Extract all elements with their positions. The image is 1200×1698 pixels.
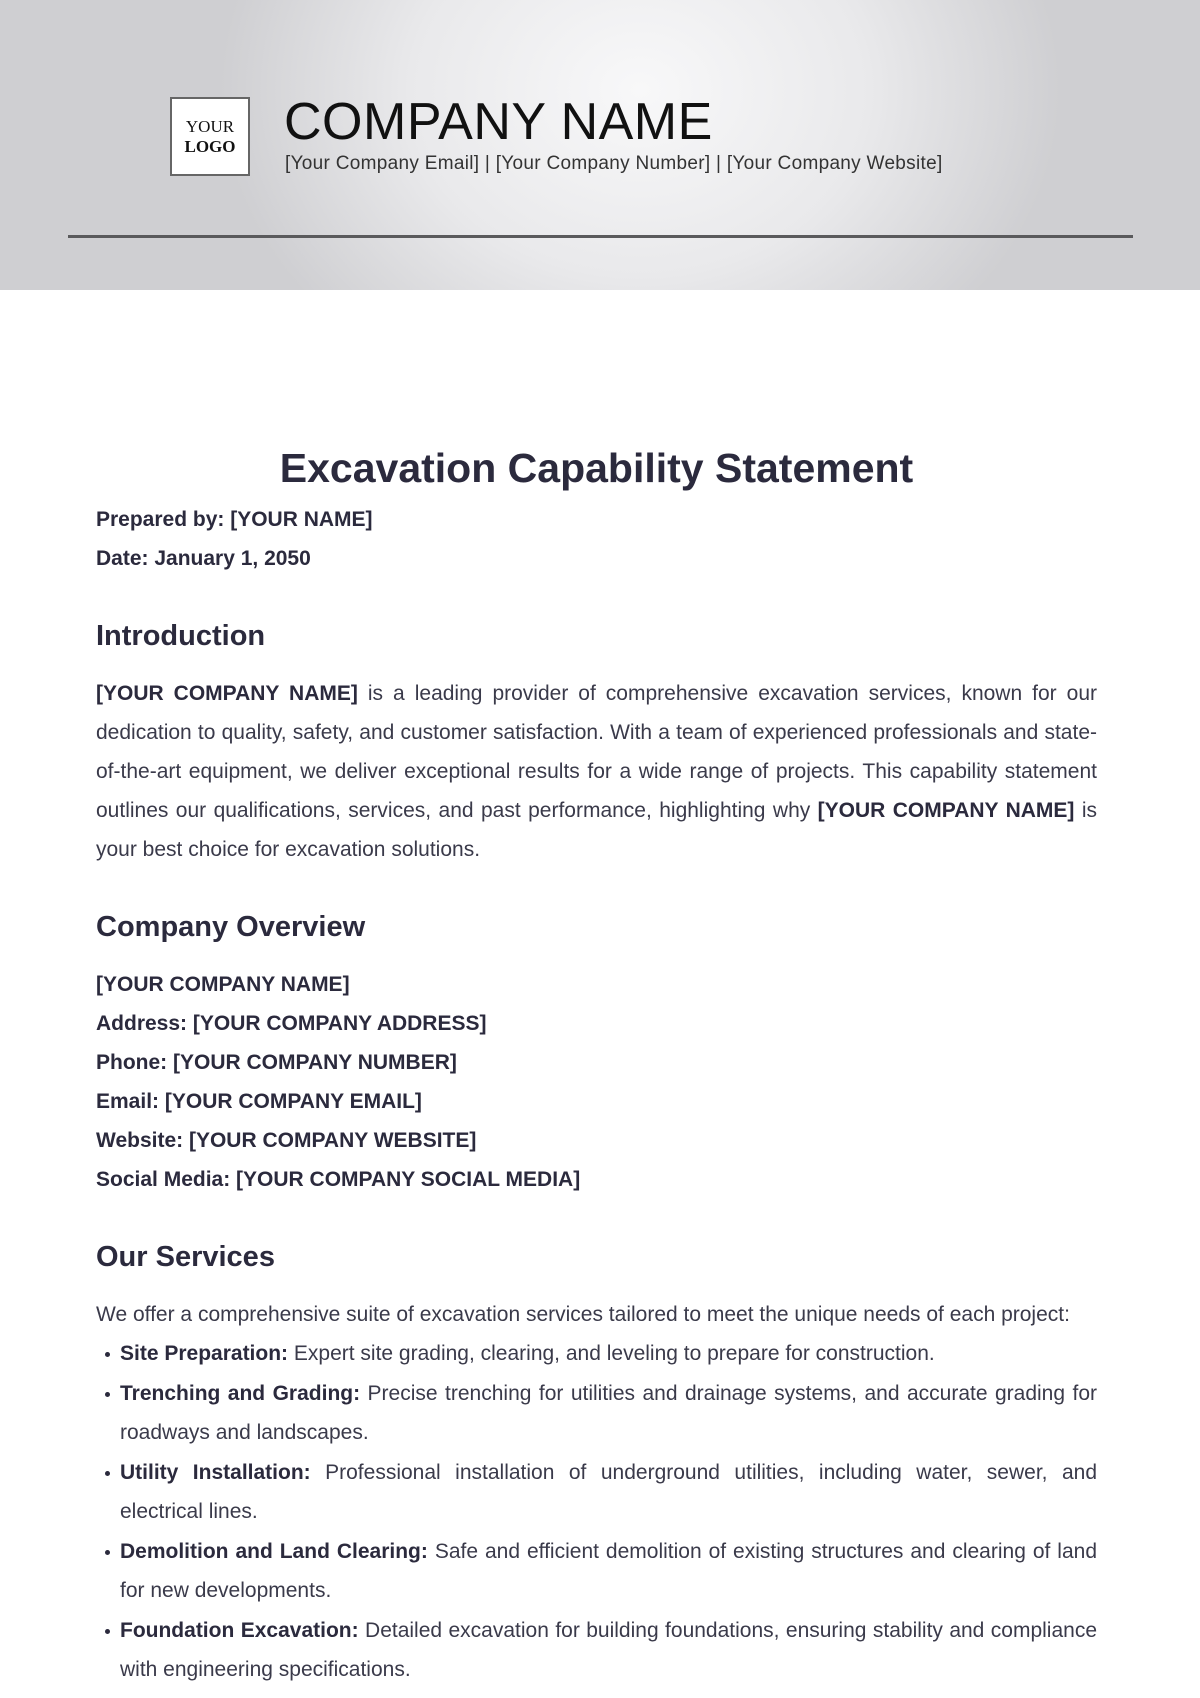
overview-website: Website: [YOUR COMPANY WEBSITE] <box>96 1129 477 1152</box>
item-label: Trenching and Grading: <box>120 1381 361 1405</box>
item-label: Utility Installation: <box>120 1460 311 1484</box>
list-item <box>96 1611 1097 1690</box>
item-text: Safe and efficient demolition of existing structures and clearing of land for new developments. <box>120 1539 1097 1602</box>
company-name: COMPANY NAME <box>284 93 713 151</box>
overview-email: Email: [YOUR COMPANY EMAIL] <box>96 1090 422 1113</box>
services-list <box>96 1334 1097 1690</box>
list-item <box>96 1334 1097 1374</box>
intro-paragraph <box>96 674 1097 869</box>
item-text: Expert site grading, clearing, and leveling to prepare for construction. <box>288 1342 935 1365</box>
intro-text: is your best choice for excavation solutions. <box>96 799 1097 861</box>
services-heading: Our Services <box>96 1241 275 1273</box>
services-intro: We offer a comprehensive suite of excavation services tailored to meet the unique needs of each project: <box>96 1303 1070 1326</box>
prepared-by: Prepared by: [YOUR NAME] <box>96 508 373 531</box>
overview-phone: Phone: [YOUR COMPANY NUMBER] <box>96 1051 457 1074</box>
header-divider <box>68 235 1133 238</box>
item-text: Precise trenching for utilities and drainage systems, and accurate grading for roadways and landscapes. <box>120 1381 1097 1444</box>
company-contact: [Your Company Email] | [Your Company Number] | [Your Company Website] <box>285 153 943 174</box>
list-item <box>96 1374 1097 1453</box>
intro-heading: Introduction <box>96 620 266 652</box>
document-title: Excavation Capability Statement <box>279 445 914 491</box>
company-name-bold: [YOUR COMPANY NAME] <box>817 799 1075 822</box>
company-name-bold: [YOUR COMPANY NAME] <box>96 682 358 705</box>
item-label: Site Preparation: <box>120 1342 289 1365</box>
item-label: Demolition and Land Clearing: <box>120 1539 428 1563</box>
overview-address: Address: [YOUR COMPANY ADDRESS] <box>96 1012 487 1035</box>
item-text: Detailed excavation for building foundations, ensuring stability and compliance with engineering specifications. <box>120 1618 1097 1681</box>
list-item <box>96 1453 1097 1532</box>
intro-text: is a leading provider of comprehensive excavation services, known for our dedication to quality, safety, and customer satisfaction. With a team of experienced professionals and state-of-the-art equipment, we deliver exceptional results for a wide range of projects. This capability statement outlines our qualifications, services, and past performance, highlighting why <box>96 682 1097 822</box>
overview-line: [YOUR COMPANY NAME] <box>96 973 350 996</box>
overview-heading: Company Overview <box>96 911 366 943</box>
overview-social: Social Media: [YOUR COMPANY SOCIAL MEDIA] <box>96 1168 581 1191</box>
item-text: Professional installation of underground utilities, including water, sewer, and electrical lines. <box>120 1460 1097 1523</box>
list-item <box>96 1532 1097 1611</box>
letterhead <box>0 0 1200 290</box>
company-logo <box>170 97 250 176</box>
document-body <box>96 440 1097 1690</box>
document-date: Date: January 1, 2050 <box>96 547 311 570</box>
logo-line2: LOGO <box>184 136 236 156</box>
item-label: Foundation Excavation: <box>120 1618 359 1642</box>
logo-line1: YOUR <box>185 116 235 136</box>
